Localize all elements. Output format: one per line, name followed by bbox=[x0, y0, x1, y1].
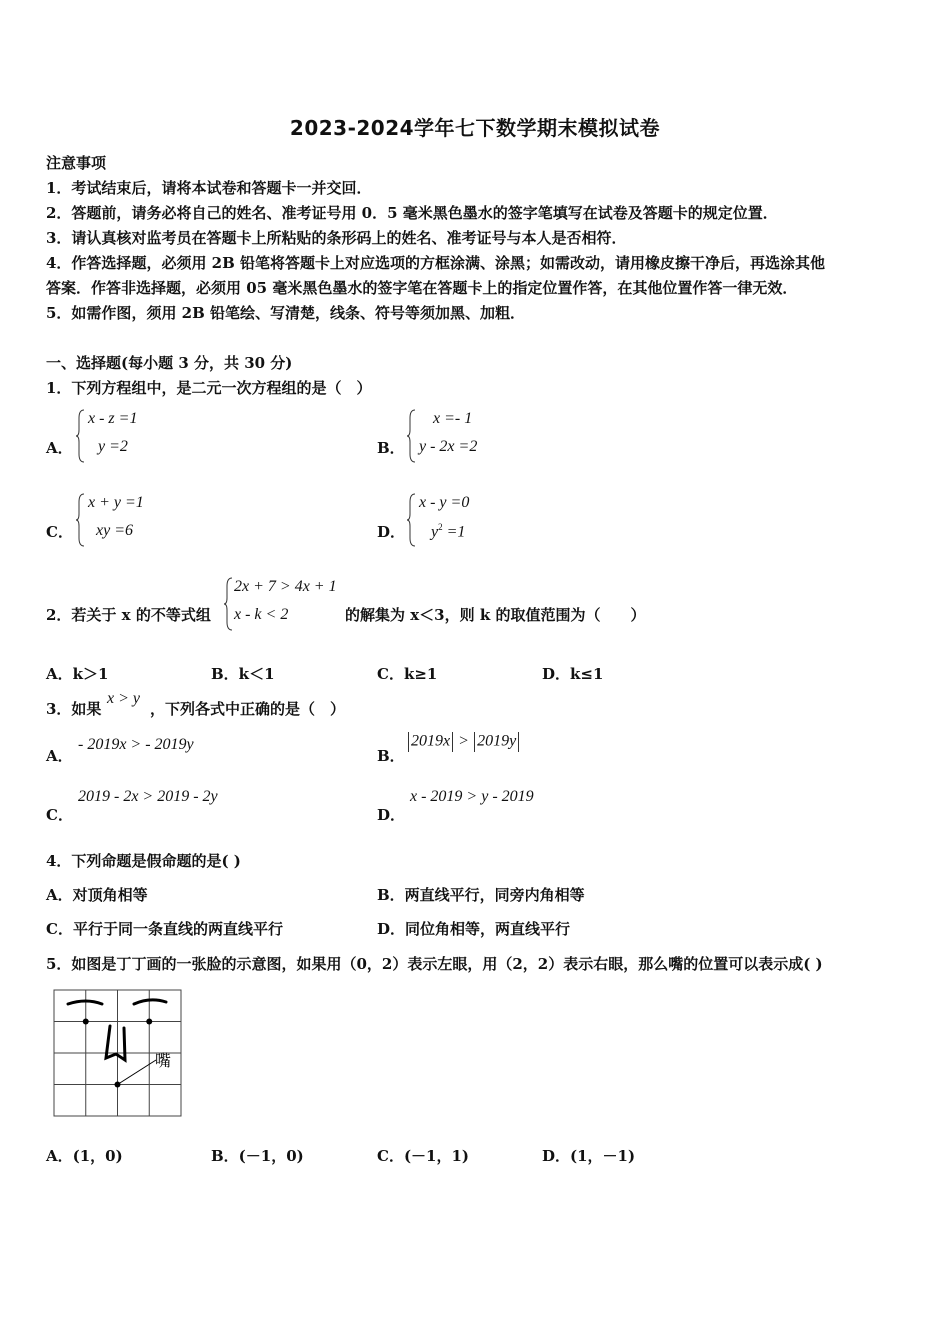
left-eye-icon bbox=[83, 1019, 89, 1025]
brace-icon bbox=[76, 492, 86, 548]
q3-b-left: 2019x bbox=[411, 732, 451, 750]
q4-option-b: B．两直线平行，同旁内角相等 bbox=[377, 886, 585, 904]
q1-stem: 1．下列方程组中，是二元一次方程组的是（ ） bbox=[46, 379, 372, 397]
brace-icon bbox=[407, 492, 417, 548]
brace-icon bbox=[76, 408, 86, 464]
q1-d-row2 bbox=[431, 522, 465, 541]
notice-item-5: 5．如需作图，须用 2B 铅笔绘、写清楚，线条、符号等须加黑、加粗． bbox=[46, 304, 525, 322]
q4-option-a: A．对顶角相等 bbox=[46, 886, 148, 904]
mouth-label: 嘴 bbox=[155, 1051, 172, 1070]
q4-option-c: C．平行于同一条直线的两直线平行 bbox=[46, 920, 283, 938]
notice-item-3: 3．请认真核对监考员在答题卡上所粘贴的条形码上的姓名、准考证号与本人是否相符． bbox=[46, 229, 627, 247]
q1-option-a-label: A． bbox=[46, 439, 73, 457]
notice-item-2: 2．答题前，请务必将自己的姓名、准考证号用 0．5 毫米黑色墨水的签字笔填写在试卷及答题卡的规定位置． bbox=[46, 204, 778, 222]
q2-row1: 2x + 7 > 4x + 1 bbox=[234, 578, 337, 595]
q4-stem: 4．下列命题是假命题的是( ) bbox=[46, 852, 241, 870]
section-heading: 一、选择题(每小题 3 分，共 30 分) bbox=[46, 354, 293, 372]
q5-option-a: A．(1，0) bbox=[46, 1147, 123, 1165]
q1-option-d-system bbox=[407, 492, 547, 548]
q1-option-b-system bbox=[407, 408, 547, 464]
q3-b-right: 2019y bbox=[477, 732, 517, 750]
nose-icon bbox=[106, 1026, 125, 1060]
right-eye-icon bbox=[146, 1019, 152, 1025]
notice-item-1: 1．考试结束后，请将本试卷和答题卡一并交回． bbox=[46, 179, 372, 197]
exam-title: 2023-2024学年七下数学期末模拟试卷 bbox=[289, 116, 661, 140]
q2-stem-pre: 2．若关于 x 的不等式组 bbox=[46, 606, 211, 624]
q2-row2: x - k < 2 bbox=[234, 606, 289, 623]
q5-option-c: C．(－1，1) bbox=[377, 1147, 470, 1165]
q2-inequality-system bbox=[224, 576, 354, 632]
q3-b-gt: > bbox=[459, 732, 469, 750]
q2-stem-post: 的解集为 x＜3，则 k 的取值范围为（ ） bbox=[345, 606, 646, 624]
q3-option-c-label: C． bbox=[46, 806, 73, 824]
notice-heading: 注意事项 bbox=[46, 154, 107, 172]
q1-a-row2: y =2 bbox=[98, 438, 128, 455]
q1-option-b-label: B． bbox=[377, 439, 405, 457]
q1-c-row1: x + y =1 bbox=[88, 494, 144, 511]
right-eyebrow-icon bbox=[134, 1000, 166, 1004]
q3-option-b-expr bbox=[406, 732, 521, 752]
q1-d-row2-rest: =1 bbox=[442, 523, 466, 541]
q1-d-row1: x - y =0 bbox=[419, 494, 470, 511]
q1-d-row2-base: y bbox=[431, 523, 439, 541]
q5-stem: 5．如图是丁丁画的一张脸的示意图，如果用（0，2）表示左眼，用（2，2）表示右眼，那么嘴的位置可以表示成( ) bbox=[46, 955, 823, 973]
q1-c-row2: xy =6 bbox=[96, 522, 133, 539]
q1-b-row2: y - 2x =2 bbox=[419, 438, 478, 455]
q4-option-d: D．同位角相等，两直线平行 bbox=[377, 920, 571, 938]
q1-a-row1: x - z =1 bbox=[88, 410, 138, 427]
brace-icon bbox=[407, 408, 417, 464]
face-grid-figure bbox=[52, 988, 187, 1120]
q1-option-a-system bbox=[76, 408, 216, 464]
brace-icon bbox=[224, 576, 234, 632]
q3-condition: x > y bbox=[107, 690, 140, 707]
notice-item-4-cont: 答案．作答非选择题，必须用 05 毫米黑色墨水的签字笔在答题卡上的指定位置作答，在其他位置作答一律无效． bbox=[46, 279, 798, 297]
q3-option-d-expr: x - 2019 > y - 2019 bbox=[410, 788, 534, 805]
q3-stem-pre: 3．如果 bbox=[46, 700, 102, 718]
q2-option-d: D．k≤1 bbox=[542, 665, 604, 683]
q1-option-c-system bbox=[76, 492, 216, 548]
q3-option-d-label: D． bbox=[377, 806, 406, 824]
q1-d-row2-exponent: 2 bbox=[438, 522, 443, 532]
q2-option-a: A．k＞1 bbox=[46, 665, 109, 683]
q3-option-a-expr: - 2019x > - 2019y bbox=[78, 736, 194, 753]
q2-option-b: B．k＜1 bbox=[211, 665, 275, 683]
q3-option-b-label: B． bbox=[377, 747, 405, 765]
left-eyebrow-icon bbox=[68, 1001, 102, 1004]
q3-stem-post: ，下列各式中正确的是（ ） bbox=[150, 700, 346, 718]
q1-option-c-label: C． bbox=[46, 523, 73, 541]
mouth-pointer-line bbox=[118, 1060, 157, 1085]
q3-option-a-label: A． bbox=[46, 747, 73, 765]
q5-option-d: D．(1，－1) bbox=[542, 1147, 636, 1165]
q2-option-c: C．k≥1 bbox=[377, 665, 438, 683]
notice-item-4: 4．作答选择题，必须用 2B 铅笔将答题卡上对应选项的方框涂满、涂黑；如需改动，请用橡皮擦干净后，再选涂其他 bbox=[46, 254, 826, 272]
q3-option-c-expr: 2019 - 2x > 2019 - 2y bbox=[78, 788, 218, 805]
q1-option-d-label: D． bbox=[377, 523, 406, 541]
q1-b-row1: x =- 1 bbox=[433, 410, 473, 427]
q5-option-b: B．(－1，0) bbox=[211, 1147, 304, 1165]
